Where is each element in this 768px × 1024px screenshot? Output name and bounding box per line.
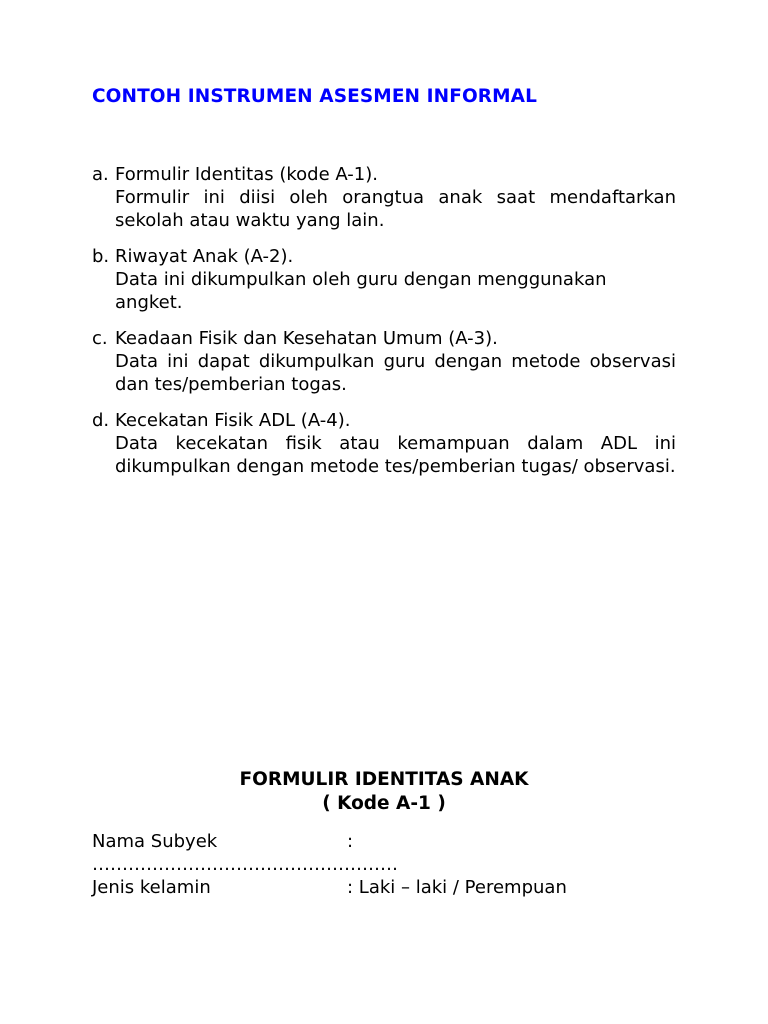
form-title: FORMULIR IDENTITAS ANAK: [239, 769, 529, 790]
field-label-jenis: Jenis kelamin: [92, 877, 211, 898]
field-row-jenis: [92, 876, 567, 899]
list-item-description: Data kecekatan fisik atau kemampuan dalam ADL ini dikumpulkan dengan metode tes/pemberian tugas/ observasi.: [115, 433, 676, 477]
field-row-nama: [92, 830, 353, 853]
list-item: [92, 409, 676, 478]
list-item: [92, 327, 676, 396]
field-value-nama: :: [347, 831, 354, 852]
field-blank-nama: ……………………………………………: [92, 854, 398, 875]
list-item-heading: Keadaan Fisik dan Kesehatan Umum (A-3).: [115, 328, 498, 349]
list-marker: c.: [92, 328, 108, 349]
list-item-heading: Formulir Identitas (kode A-1).: [115, 164, 378, 185]
list-item-description: Data ini dikumpulkan oleh guru dengan menggunakan angket.: [115, 269, 607, 313]
list-item: [92, 163, 676, 232]
list-marker: d.: [92, 410, 110, 431]
list-item-description: Data ini dapat dikumpulkan guru dengan metode observasi dan tes/pemberian togas.: [115, 351, 676, 395]
document-title: CONTOH INSTRUMEN ASESMEN INFORMAL: [92, 86, 537, 107]
form-heading: [0, 768, 768, 816]
list-item-heading: Kecekatan Fisik ADL (A-4).: [115, 410, 351, 431]
list-marker: b.: [92, 246, 110, 267]
list-marker: a.: [92, 164, 109, 185]
field-label-nama: Nama Subyek: [92, 831, 218, 852]
list-item-description: Formulir ini diisi oleh orangtua anak saat mendaftarkan sekolah atau waktu yang lain.: [115, 187, 676, 231]
list-item: [92, 245, 676, 314]
instrument-list: [92, 163, 676, 491]
list-item-heading: Riwayat Anak (A-2).: [115, 246, 294, 267]
form-code: ( Kode A-1 ): [322, 793, 446, 814]
field-value-jenis: : Laki – laki / Perempuan: [347, 877, 567, 898]
